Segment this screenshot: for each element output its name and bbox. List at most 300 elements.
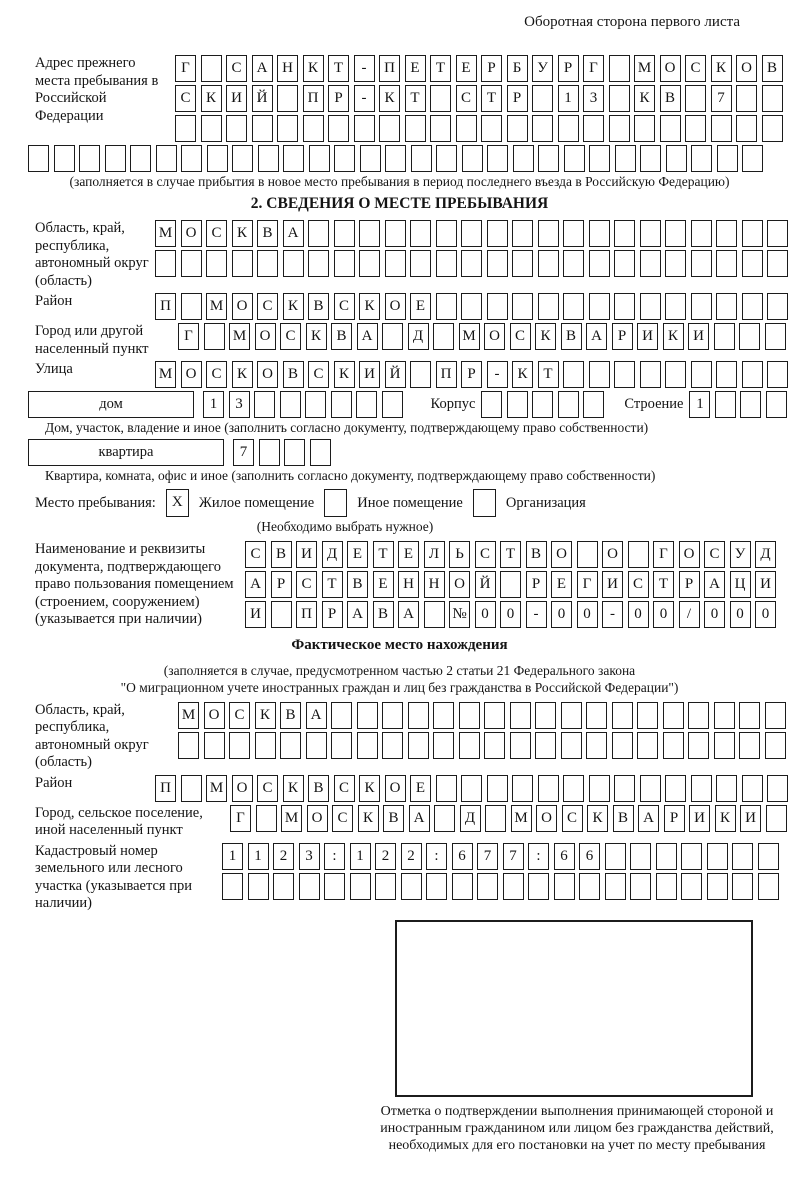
char-cell[interactable] xyxy=(357,702,378,729)
char-cell[interactable]: Е xyxy=(456,55,477,82)
char-cell[interactable] xyxy=(742,220,763,247)
char-cell[interactable] xyxy=(561,702,582,729)
char-cell[interactable]: И xyxy=(688,323,709,350)
char-cell[interactable] xyxy=(410,220,431,247)
char-cell[interactable]: О xyxy=(660,55,681,82)
char-cell[interactable] xyxy=(334,220,355,247)
char-cell[interactable]: Г xyxy=(178,323,199,350)
char-cell[interactable]: 0 xyxy=(704,601,725,628)
char-cell[interactable]: Р xyxy=(679,571,700,598)
char-cell[interactable] xyxy=(714,702,735,729)
char-cell[interactable] xyxy=(766,391,787,418)
char-cell[interactable]: Н xyxy=(424,571,445,598)
char-cell[interactable]: О xyxy=(449,571,470,598)
char-cell[interactable] xyxy=(359,220,380,247)
char-cell[interactable]: В xyxy=(331,323,352,350)
char-cell[interactable] xyxy=(411,145,432,172)
char-cell[interactable] xyxy=(736,85,757,112)
char-cell[interactable]: О xyxy=(484,323,505,350)
char-cell[interactable]: И xyxy=(740,805,761,832)
char-cell[interactable]: 0 xyxy=(628,601,649,628)
char-cell[interactable] xyxy=(561,732,582,759)
char-cell[interactable] xyxy=(360,145,381,172)
char-cell[interactable]: О xyxy=(204,702,225,729)
char-cell[interactable]: Д xyxy=(755,541,776,568)
char-cell[interactable]: С xyxy=(510,323,531,350)
char-cell[interactable] xyxy=(207,145,228,172)
char-cell[interactable] xyxy=(408,702,429,729)
char-cell[interactable]: П xyxy=(296,601,317,628)
char-cell[interactable] xyxy=(766,805,787,832)
char-cell[interactable] xyxy=(532,391,553,418)
char-cell[interactable]: С xyxy=(456,85,477,112)
char-cell[interactable] xyxy=(462,145,483,172)
char-cell[interactable] xyxy=(105,145,126,172)
char-cell[interactable] xyxy=(640,775,661,802)
char-cell[interactable] xyxy=(739,323,760,350)
char-cell[interactable]: Б xyxy=(507,55,528,82)
char-cell[interactable] xyxy=(535,732,556,759)
char-cell[interactable] xyxy=(688,702,709,729)
char-cell[interactable] xyxy=(433,323,454,350)
char-cell[interactable]: П xyxy=(436,361,457,388)
char-cell[interactable] xyxy=(277,115,298,142)
char-cell[interactable]: О xyxy=(551,541,572,568)
char-cell[interactable] xyxy=(280,391,301,418)
char-cell[interactable]: Т xyxy=(481,85,502,112)
char-cell[interactable] xyxy=(715,391,736,418)
char-cell[interactable] xyxy=(430,85,451,112)
char-cell[interactable] xyxy=(589,220,610,247)
char-cell[interactable] xyxy=(273,873,294,900)
char-cell[interactable] xyxy=(742,250,763,277)
char-cell[interactable]: А xyxy=(252,55,273,82)
char-cell[interactable]: Т xyxy=(373,541,394,568)
char-cell[interactable]: В xyxy=(383,805,404,832)
char-cell[interactable]: Д xyxy=(460,805,481,832)
char-cell[interactable] xyxy=(357,732,378,759)
char-cell[interactable] xyxy=(765,732,786,759)
char-cell[interactable]: Г xyxy=(175,55,196,82)
char-cell[interactable] xyxy=(510,732,531,759)
char-cell[interactable] xyxy=(612,702,633,729)
char-cell[interactable] xyxy=(283,250,304,277)
char-cell[interactable] xyxy=(232,250,253,277)
char-cell[interactable] xyxy=(334,145,355,172)
char-cell[interactable] xyxy=(512,293,533,320)
char-cell[interactable]: П xyxy=(155,775,176,802)
char-cell[interactable]: С xyxy=(332,805,353,832)
char-cell[interactable] xyxy=(459,732,480,759)
char-cell[interactable] xyxy=(538,250,559,277)
char-cell[interactable]: 0 xyxy=(755,601,776,628)
char-cell[interactable]: К xyxy=(283,293,304,320)
char-cell[interactable] xyxy=(328,115,349,142)
char-cell[interactable] xyxy=(436,145,457,172)
char-cell[interactable] xyxy=(379,115,400,142)
char-cell[interactable]: 7 xyxy=(233,439,254,466)
char-cell[interactable] xyxy=(299,873,320,900)
char-cell[interactable] xyxy=(614,220,635,247)
char-cell[interactable]: Г xyxy=(577,571,598,598)
char-cell[interactable]: П xyxy=(155,293,176,320)
char-cell[interactable] xyxy=(665,220,686,247)
char-cell[interactable] xyxy=(767,293,788,320)
char-cell[interactable] xyxy=(656,873,677,900)
char-cell[interactable] xyxy=(222,873,243,900)
char-cell[interactable]: В xyxy=(373,601,394,628)
char-cell[interactable] xyxy=(359,250,380,277)
char-cell[interactable] xyxy=(175,115,196,142)
char-cell[interactable] xyxy=(408,732,429,759)
char-cell[interactable]: М xyxy=(229,323,250,350)
char-cell[interactable] xyxy=(685,115,706,142)
char-cell[interactable]: В xyxy=(660,85,681,112)
char-cell[interactable] xyxy=(742,293,763,320)
char-cell[interactable]: 0 xyxy=(577,601,598,628)
char-cell[interactable]: Т xyxy=(500,541,521,568)
char-cell[interactable] xyxy=(717,145,738,172)
char-cell[interactable]: Р xyxy=(481,55,502,82)
char-cell[interactable] xyxy=(605,843,626,870)
char-cell[interactable]: К xyxy=(201,85,222,112)
char-cell[interactable] xyxy=(765,323,786,350)
char-cell[interactable] xyxy=(485,805,506,832)
char-cell[interactable] xyxy=(630,843,651,870)
char-cell[interactable]: О xyxy=(232,775,253,802)
char-cell[interactable]: С xyxy=(280,323,301,350)
char-cell[interactable] xyxy=(461,250,482,277)
char-cell[interactable]: Н xyxy=(277,55,298,82)
char-cell[interactable] xyxy=(303,115,324,142)
char-cell[interactable]: Р xyxy=(322,601,343,628)
char-cell[interactable] xyxy=(500,571,521,598)
char-cell[interactable]: 0 xyxy=(730,601,751,628)
char-cell[interactable]: О xyxy=(679,541,700,568)
char-cell[interactable] xyxy=(615,145,636,172)
char-cell[interactable] xyxy=(204,732,225,759)
char-cell[interactable] xyxy=(375,873,396,900)
char-cell[interactable]: О xyxy=(181,220,202,247)
char-cell[interactable] xyxy=(477,873,498,900)
char-cell[interactable]: С xyxy=(334,775,355,802)
char-cell[interactable] xyxy=(331,391,352,418)
char-cell[interactable] xyxy=(665,361,686,388)
char-cell[interactable]: 7 xyxy=(711,85,732,112)
char-cell[interactable]: О xyxy=(385,775,406,802)
char-cell[interactable] xyxy=(512,220,533,247)
char-cell[interactable] xyxy=(716,220,737,247)
char-cell[interactable]: Е xyxy=(410,775,431,802)
char-cell[interactable] xyxy=(284,439,305,466)
char-cell[interactable]: М xyxy=(206,293,227,320)
char-cell[interactable] xyxy=(589,250,610,277)
char-cell[interactable]: С xyxy=(685,55,706,82)
char-cell[interactable] xyxy=(461,220,482,247)
char-cell[interactable]: - xyxy=(487,361,508,388)
char-cell[interactable]: К xyxy=(711,55,732,82)
char-cell[interactable] xyxy=(716,293,737,320)
char-cell[interactable]: 7 xyxy=(503,843,524,870)
char-cell[interactable]: Й xyxy=(475,571,496,598)
char-cell[interactable]: О xyxy=(602,541,623,568)
char-cell[interactable] xyxy=(528,873,549,900)
char-cell[interactable]: М xyxy=(511,805,532,832)
char-cell[interactable]: К xyxy=(232,220,253,247)
char-cell[interactable] xyxy=(767,220,788,247)
char-cell[interactable]: 2 xyxy=(401,843,422,870)
char-cell[interactable]: О xyxy=(257,361,278,388)
char-cell[interactable]: Е xyxy=(347,541,368,568)
char-cell[interactable]: В xyxy=(257,220,278,247)
char-cell[interactable]: М xyxy=(155,361,176,388)
char-cell[interactable] xyxy=(765,702,786,729)
char-cell[interactable] xyxy=(461,775,482,802)
char-cell[interactable] xyxy=(283,145,304,172)
char-cell[interactable]: С xyxy=(206,361,227,388)
char-cell[interactable]: А xyxy=(357,323,378,350)
char-cell[interactable]: К xyxy=(663,323,684,350)
char-cell[interactable]: Т xyxy=(430,55,451,82)
char-cell[interactable]: 0 xyxy=(475,601,496,628)
char-cell[interactable] xyxy=(382,732,403,759)
char-cell[interactable] xyxy=(691,361,712,388)
char-cell[interactable] xyxy=(484,732,505,759)
char-cell[interactable]: К xyxy=(587,805,608,832)
char-cell[interactable]: Р xyxy=(271,571,292,598)
char-cell[interactable] xyxy=(716,361,737,388)
char-cell[interactable] xyxy=(665,293,686,320)
char-cell[interactable] xyxy=(334,250,355,277)
char-cell[interactable]: 6 xyxy=(579,843,600,870)
char-cell[interactable] xyxy=(637,702,658,729)
char-cell[interactable]: К xyxy=(359,775,380,802)
char-cell[interactable] xyxy=(433,702,454,729)
char-cell[interactable] xyxy=(660,115,681,142)
char-cell[interactable]: А xyxy=(586,323,607,350)
char-cell[interactable]: О xyxy=(255,323,276,350)
char-cell[interactable]: С xyxy=(296,571,317,598)
char-cell[interactable] xyxy=(436,293,457,320)
char-cell[interactable]: Р xyxy=(612,323,633,350)
char-cell[interactable] xyxy=(308,250,329,277)
char-cell[interactable]: Л xyxy=(424,541,445,568)
char-cell[interactable] xyxy=(385,250,406,277)
char-cell[interactable] xyxy=(324,873,345,900)
char-cell[interactable] xyxy=(436,220,457,247)
char-cell[interactable]: - xyxy=(354,85,375,112)
char-cell[interactable]: К xyxy=(715,805,736,832)
char-cell[interactable]: С xyxy=(257,775,278,802)
char-cell[interactable] xyxy=(201,115,222,142)
char-cell[interactable] xyxy=(609,85,630,112)
char-cell[interactable] xyxy=(589,775,610,802)
char-cell[interactable]: К xyxy=(255,702,276,729)
char-cell[interactable] xyxy=(767,775,788,802)
char-cell[interactable]: 6 xyxy=(554,843,575,870)
char-cell[interactable]: И xyxy=(296,541,317,568)
char-cell[interactable] xyxy=(656,843,677,870)
char-cell[interactable] xyxy=(663,702,684,729)
char-cell[interactable]: О xyxy=(181,361,202,388)
char-cell[interactable] xyxy=(691,220,712,247)
char-cell[interactable] xyxy=(767,361,788,388)
char-cell[interactable] xyxy=(481,115,502,142)
char-cell[interactable] xyxy=(385,220,406,247)
char-cell[interactable] xyxy=(510,702,531,729)
char-cell[interactable] xyxy=(28,145,49,172)
char-cell[interactable] xyxy=(688,732,709,759)
char-cell[interactable] xyxy=(512,775,533,802)
char-cell[interactable] xyxy=(331,702,352,729)
char-cell[interactable] xyxy=(306,732,327,759)
char-cell[interactable]: У xyxy=(532,55,553,82)
char-cell[interactable]: К xyxy=(306,323,327,350)
char-cell[interactable] xyxy=(558,391,579,418)
char-cell[interactable] xyxy=(535,702,556,729)
char-cell[interactable] xyxy=(310,439,331,466)
char-cell[interactable]: К xyxy=(283,775,304,802)
char-cell[interactable]: Е xyxy=(405,55,426,82)
char-cell[interactable]: Т xyxy=(328,55,349,82)
char-cell[interactable]: 2 xyxy=(273,843,294,870)
char-cell[interactable]: / xyxy=(679,601,700,628)
char-cell[interactable]: А xyxy=(704,571,725,598)
char-cell[interactable]: К xyxy=(334,361,355,388)
char-cell[interactable] xyxy=(583,391,604,418)
char-cell[interactable] xyxy=(507,115,528,142)
char-cell[interactable]: А xyxy=(283,220,304,247)
char-cell[interactable]: № xyxy=(449,601,470,628)
char-cell[interactable]: Р xyxy=(507,85,528,112)
char-cell[interactable]: М xyxy=(634,55,655,82)
char-cell[interactable] xyxy=(554,873,575,900)
char-cell[interactable]: Т xyxy=(538,361,559,388)
char-cell[interactable] xyxy=(589,361,610,388)
char-cell[interactable] xyxy=(681,843,702,870)
char-cell[interactable]: Р xyxy=(461,361,482,388)
char-cell[interactable] xyxy=(226,115,247,142)
char-cell[interactable] xyxy=(487,145,508,172)
char-cell[interactable] xyxy=(356,391,377,418)
char-cell[interactable] xyxy=(716,250,737,277)
char-cell[interactable] xyxy=(401,873,422,900)
char-cell[interactable] xyxy=(255,732,276,759)
char-cell[interactable] xyxy=(354,115,375,142)
char-cell[interactable]: 3 xyxy=(299,843,320,870)
char-cell[interactable] xyxy=(229,732,250,759)
char-cell[interactable] xyxy=(740,391,761,418)
char-cell[interactable] xyxy=(563,361,584,388)
char-cell[interactable]: М xyxy=(281,805,302,832)
char-cell[interactable] xyxy=(579,873,600,900)
char-cell[interactable]: Е xyxy=(410,293,431,320)
char-cell[interactable]: Й xyxy=(385,361,406,388)
char-cell[interactable] xyxy=(181,775,202,802)
char-cell[interactable] xyxy=(538,775,559,802)
char-cell[interactable] xyxy=(666,145,687,172)
checkbox-residential[interactable]: X xyxy=(166,489,189,517)
char-cell[interactable]: С xyxy=(704,541,725,568)
char-cell[interactable] xyxy=(155,250,176,277)
char-cell[interactable]: Р xyxy=(328,85,349,112)
char-cell[interactable] xyxy=(640,250,661,277)
char-cell[interactable]: В xyxy=(347,571,368,598)
char-cell[interactable] xyxy=(589,293,610,320)
char-cell[interactable] xyxy=(459,702,480,729)
char-cell[interactable] xyxy=(305,391,326,418)
char-cell[interactable]: - xyxy=(354,55,375,82)
char-cell[interactable] xyxy=(563,220,584,247)
char-cell[interactable] xyxy=(512,250,533,277)
char-cell[interactable]: А xyxy=(347,601,368,628)
char-cell[interactable] xyxy=(385,145,406,172)
char-cell[interactable]: К xyxy=(358,805,379,832)
char-cell[interactable] xyxy=(487,250,508,277)
char-cell[interactable] xyxy=(382,323,403,350)
char-cell[interactable] xyxy=(767,250,788,277)
char-cell[interactable] xyxy=(424,601,445,628)
char-cell[interactable]: В xyxy=(308,293,329,320)
char-cell[interactable] xyxy=(640,220,661,247)
char-cell[interactable]: Р xyxy=(664,805,685,832)
char-cell[interactable] xyxy=(691,250,712,277)
char-cell[interactable] xyxy=(665,775,686,802)
char-cell[interactable]: А xyxy=(638,805,659,832)
char-cell[interactable] xyxy=(54,145,75,172)
char-cell[interactable]: 1 xyxy=(248,843,269,870)
char-cell[interactable]: В xyxy=(283,361,304,388)
char-cell[interactable] xyxy=(410,361,431,388)
char-cell[interactable] xyxy=(609,115,630,142)
char-cell[interactable]: 3 xyxy=(229,391,250,418)
char-cell[interactable] xyxy=(181,293,202,320)
char-cell[interactable]: О xyxy=(385,293,406,320)
char-cell[interactable] xyxy=(204,323,225,350)
char-cell[interactable] xyxy=(681,873,702,900)
char-cell[interactable] xyxy=(382,702,403,729)
char-cell[interactable] xyxy=(714,323,735,350)
char-cell[interactable]: С xyxy=(628,571,649,598)
char-cell[interactable] xyxy=(605,873,626,900)
char-cell[interactable]: С xyxy=(308,361,329,388)
char-cell[interactable]: М xyxy=(459,323,480,350)
char-cell[interactable]: Ц xyxy=(730,571,751,598)
char-cell[interactable] xyxy=(732,843,753,870)
char-cell[interactable] xyxy=(742,145,763,172)
char-cell[interactable] xyxy=(614,293,635,320)
char-cell[interactable]: Т xyxy=(322,571,343,598)
char-cell[interactable]: И xyxy=(359,361,380,388)
char-cell[interactable] xyxy=(277,85,298,112)
char-cell[interactable]: 0 xyxy=(500,601,521,628)
char-cell[interactable] xyxy=(461,293,482,320)
char-cell[interactable]: С xyxy=(257,293,278,320)
char-cell[interactable] xyxy=(762,85,783,112)
char-cell[interactable]: А xyxy=(398,601,419,628)
char-cell[interactable]: Д xyxy=(408,323,429,350)
char-cell[interactable]: И xyxy=(245,601,266,628)
char-cell[interactable] xyxy=(452,873,473,900)
char-cell[interactable] xyxy=(758,873,779,900)
char-cell[interactable]: Е xyxy=(551,571,572,598)
char-cell[interactable] xyxy=(538,220,559,247)
char-cell[interactable]: В xyxy=(271,541,292,568)
char-cell[interactable] xyxy=(487,293,508,320)
char-cell[interactable]: 6 xyxy=(452,843,473,870)
char-cell[interactable]: К xyxy=(303,55,324,82)
char-cell[interactable] xyxy=(577,541,598,568)
